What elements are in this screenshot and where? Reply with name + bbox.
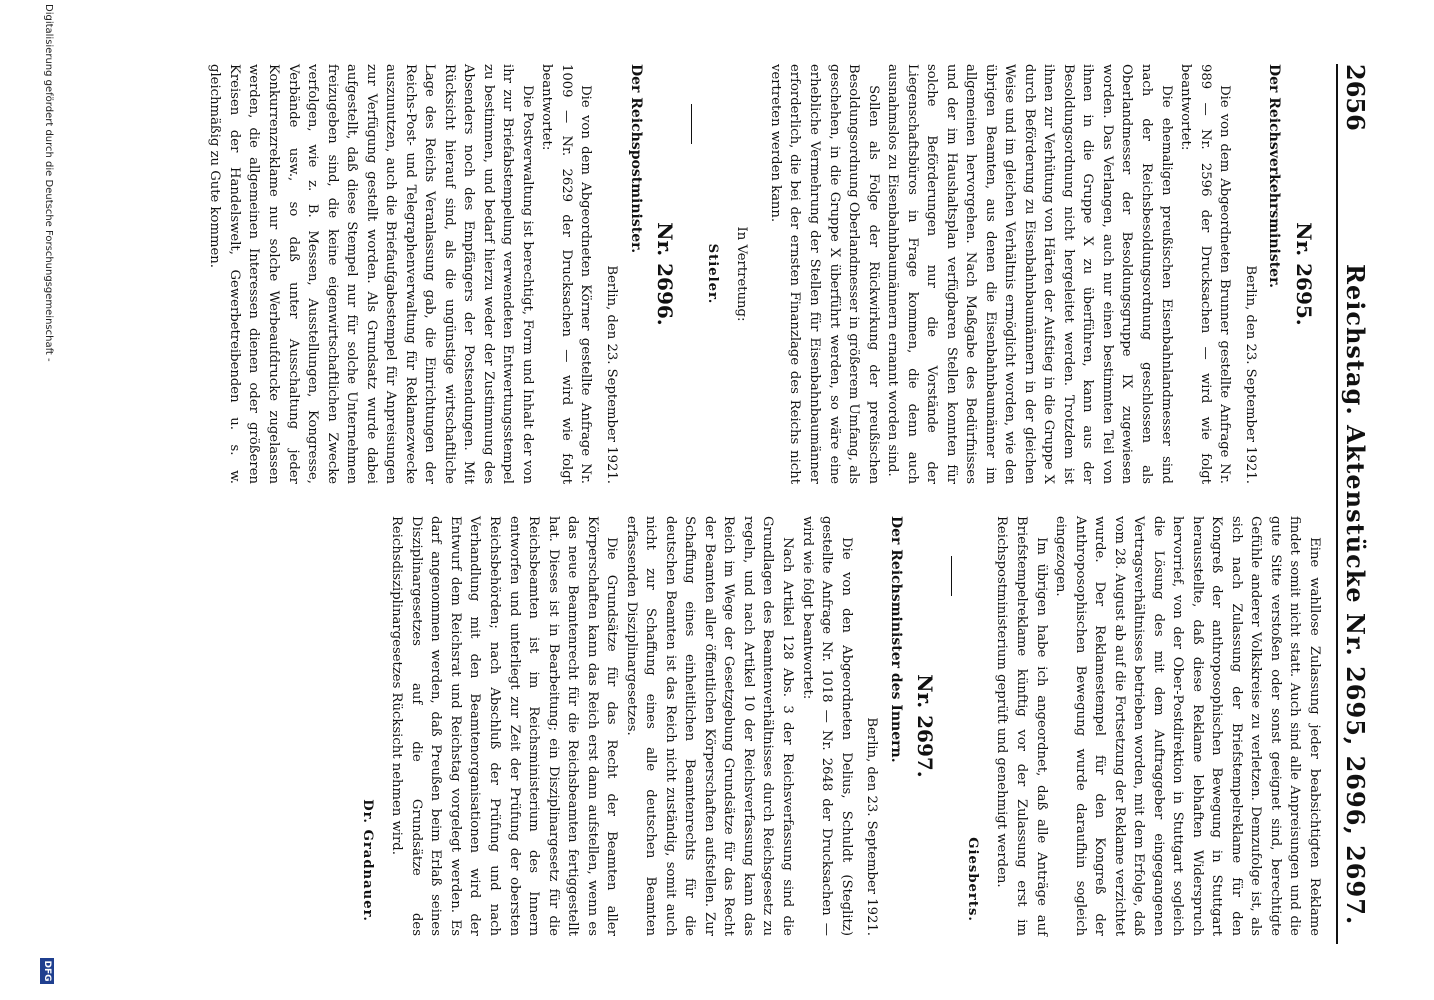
doc-2696-intro: Die von dem Abgeordneten Körner gestellte Anfrage Nr. 1009 — Nr. 2629 der Drucksachen — wird wie folgt beantwortet: [539,64,594,484]
doc-2695-number: Nr. 2695. [1292,222,1316,326]
doc-2696-paragraph: Die Postverwaltung ist berechtigt, Form und Inhalt der von ihr zur Briefabstempelung verwendeten Entwertungsstempel zu bestimmen, und bedarf hierzu weder der Zustimmung des Absenders noch des Empfängers der Postsendungen. Mit Rücksicht hierauf sind, als die ungünstige wirtschaftliche Lage des Reichs Veranlassung gab, die Einrichtungen der Reichs-Post- und Telegraphenverwaltung für Reklamezwecke auszunutzen, auch die Briefaufgabestempel für Anpreisungen zur Verfügung gestellt worden. Als Grundsatz wurde dabei aufgestellt, daß diese Stempel nur für solche Unternehmen freizugeben sind, die keine eigenwirtschaftlichen Zwecke verfolgen, wie z. B. Messen, Ausstellungen, Kongresse, Verbände usw., so daß unter Ausschaltung jeder Konkurrenzreklame nur solche Werbeaufdrucke zugelassen werden, die allgemeinen Interessen dienen oder größeren Kreisen der Handelswelt, Gewerbetreibenden u. s. w. gleichmäßig zu Gute kommen. [207,64,535,484]
doc-2695-intro: Die von dem Abgeordneten Brunner gestellte Anfrage Nr. 989 — Nr. 2596 der Drucksachen — wird wie folgt beantwortet: [1178,64,1233,484]
doc-2695-paragraph: Sollen als Folge der Rückwirkung der preußischen Besoldungsordnung Oberlandmesser in größerem Umfang, als geschehen, in die Gruppe X überführt werden, so wäre eine erhebliche Vermehrung der Stellen für Eisenbahnbaumänner erforderlich, die bei der ernsten Finanzlage des Reichs nicht vertreten werden kann. [767,64,881,484]
doc-2697-paragraph: Die Grundsätze für das Recht der Beamten aller Körperschaften kann das Reich erst dann aufstellen, wenn es das neue Beamtenrecht für die Reichsbeamten fertiggestellt hat. Dieses ist in Bearbeitung; ein Disziplinargesetz für die Reichsbeamten ist im Reichsministerium des Innern entworfen und unterliegt zur Zeit der Prüfung der obersten Reichsbehörden; nach Abschluß der Prüfung und nach Verhandlung mit den Beamtenorganisationen wird der Entwurf dem Reichsrat und Reichstag vorgelegt werden. Es darf angenommen werden, daß Preußen beim Erlaß seines Disziplinargesetzes auf die Grundsätze des Reichsdisziplinargesetzes Rücksicht nehmen wird. [389,516,620,936]
left-column [124,64,1324,484]
doc-2697-date: Berlin, den 23. September 1921. [864,717,880,936]
doc-2696-date: Berlin, den 23. September 1921. [604,265,620,484]
doc-2697-number: Nr. 2697. [913,674,938,778]
doc-2696-paragraph: Eine wahllose Zulassung jeder beabsichtigten Reklame findet somit nicht statt. Auch sind alle Anpreisungen und die gute Sitte verstoßen oder sonst geeignet sind, berechtigte Gefühle anderer Volkskreise zu verletzen. Demzufolge ist, als sich nach Zulassung der Briefstempelreklame für den Kongreß der anthroposophischen Bewegung in Stuttgart herausstellte, daß diese Reklame lebhaften Widerspruch hervorrief, von der Ober-Postdirektion in Stuttgart sogleich die Lösung des mit dem Auftraggeber eingegangenen Vertragsverhältnisses betrieben worden, mit dem Erfolge, daß vom 28. August ab auf die Fortsetzung der Reklame verzichtet wurde. Der Reklamestempel für den Kongreß der Anthroposophischen Bewegung wurde daraufhin sogleich eingezogen. [1053,516,1322,936]
doc-2696-signature: Giesberts. [964,837,980,922]
doc-2695-paragraph: Die ehemaligen preußischen Eisenbahnlandmesser sind nach der Reichsbesoldungsordnung geschlossen als Oberlandmesser der Besoldungsgruppe IX zugewiesen worden. Das Verlangen, auch nur einen bestimmten Teil von ihnen in die Gruppe X zu überführen, kann aus der Besoldungsordnung nicht hergeleitet werden. Trotzdem ist ihnen zur Verhütung von Härten der Aufstieg in die Gruppe X durch Beförderung zu Eisenbahnbaumännern in der gleichen Weise und im gleichen Verhältnis ermöglicht worden, wie den übrigen Beamten, aus denen die Eisenbahnbaumänner im allgemeinen hervorgehen. Nach Maßgabe des Bedürfnisses und der im Haushaltsplan verfügbaren Stellen konnten für solche Beförderungen nur die Vorstände der Liegenschaftsbüros in Frage kommen, die denn auch ausnahmslos zu Eisenbahnbaumännern ernannt worden sind. [885,64,1174,484]
doc-2697-ministry: Der Reichsminister des Innern. [887,516,904,763]
doc-2696-ministry: Der Reichspostminister. [627,64,644,254]
digitization-note: Digitalisierung gefördert durch die Deutsche Forschungsgemeinschaft - [43,4,54,362]
doc-2695-ministry: Der Reichsverkehrsminister. [1266,64,1283,289]
header-title: Reichstag. Aktenstücke Nr. 2695, 2696, 2697. [1341,264,1370,926]
doc-2697-signature: Dr. Gradnauer. [359,799,375,922]
divider [951,556,952,596]
doc-2696-number: Nr. 2696. [653,222,678,326]
doc-2695-in-vertretung: In Vertretung: [734,226,750,322]
doc-2695-signature: Stieler. [704,243,720,305]
doc-2697-paragraph: Nach Artikel 128 Abs. 3 der Reichsverfassung sind die Grundlagen des Beamtenverhältnisses durch Reichsgesetz zu regeln, und nach Artikel 10 der Reichsverfassung kann das Reich im Wege der Gesetzgebung Grundsätze für das Recht der Beamten aller öffentlichen Körperschaften aufstellen. Zur Schaffung eines einheitlichen Beamtenrechts für die deutschen Beamten ist das Reich nicht zuständig, somit auch nicht zur Schaffung eines alle deutschen Beamten erfassenden Disziplinargesetzes. [623,516,795,936]
doc-2696-paragraph: Im übrigen habe ich angeordnet, daß alle Anträge auf Briefstempelreklame künftig vor der Zulassung erst im Reichspostministerium geprüft und genehmigt werden. [994,516,1049,936]
right-column [124,516,1324,936]
divider [691,104,692,144]
dfg-logo: DFG [40,958,54,984]
page-number: 2656 [1341,64,1370,131]
doc-2697-intro: Die von den Abgeordneten Delius, Schuldt (Steglitz) gestellte Anfrage Nr. 1018 — Nr. 2648 der Drucksachen — wird wie folgt beantwortet: [799,516,854,936]
page-header [1336,64,1372,944]
doc-2695-date: Berlin, den 23. September 1921. [1242,265,1258,484]
